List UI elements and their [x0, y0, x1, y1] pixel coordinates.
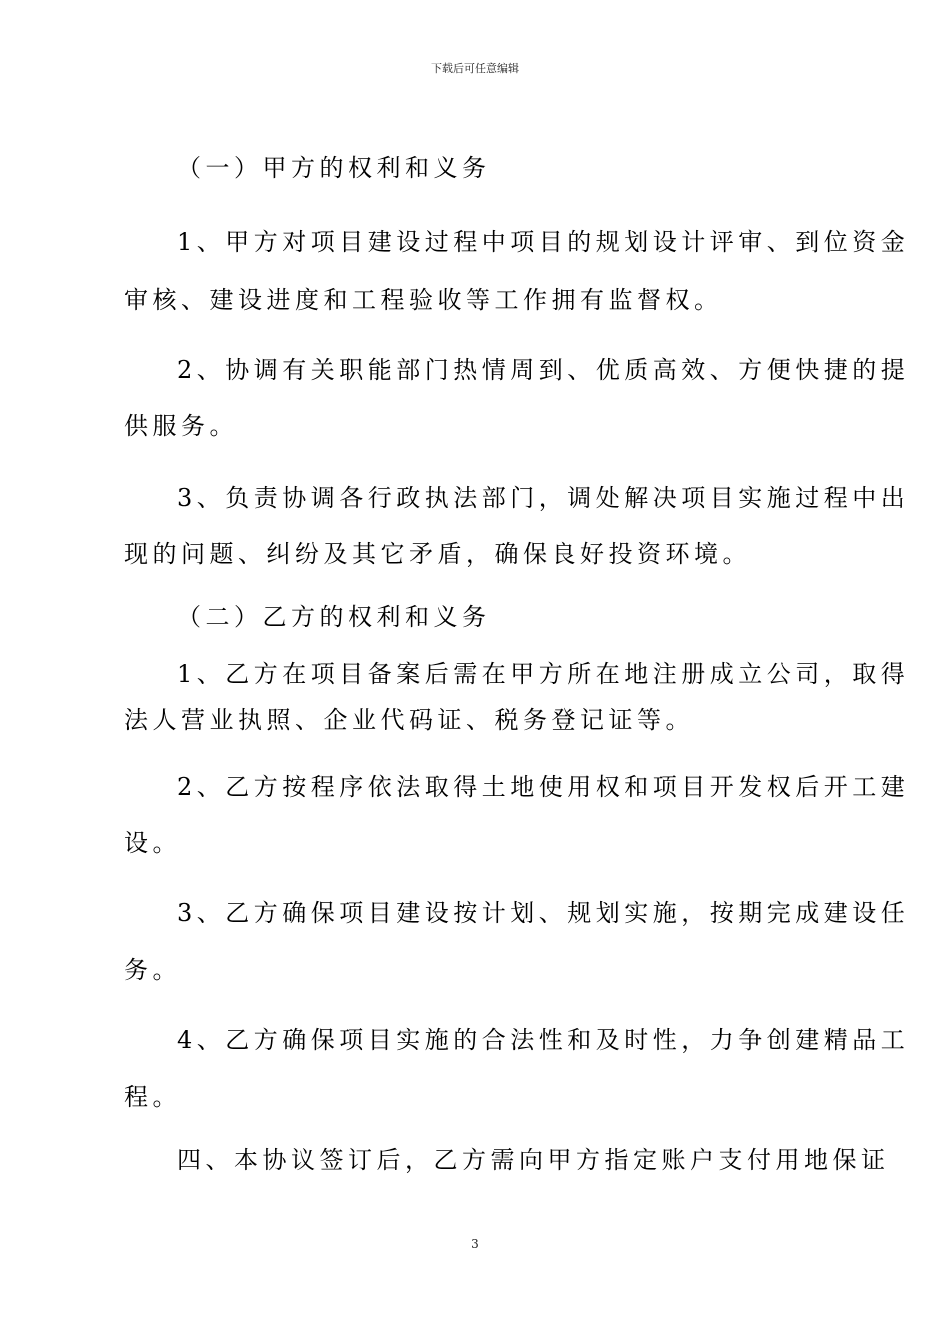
clause-four: 四、本协议签订后，乙方需向甲方指定账户支付用地保证	[177, 1146, 890, 1174]
party-a-item-2-line1: 2、协调有关职能部门热情周到、优质高效、方便快捷的提	[177, 356, 910, 384]
party-b-item-3-line2: 务。	[124, 956, 181, 984]
party-a-item-3-line2: 现的问题、纠纷及其它矛盾，确保良好投资环境。	[124, 540, 751, 568]
page-number: 3	[471, 1237, 479, 1251]
party-a-item-1-line1: 1、甲方对项目建设过程中项目的规划设计评审、到位资金	[177, 228, 910, 256]
party-b-item-1-line1: 1、乙方在项目备案后需在甲方所在地注册成立公司，取得	[177, 660, 910, 688]
party-b-item-4-line1: 4、乙方确保项目实施的合法性和及时性，力争创建精品工	[177, 1026, 910, 1054]
party-a-item-1-line2: 审核、建设进度和工程验收等工作拥有监督权。	[124, 286, 723, 314]
header-note: 下载后可任意编辑	[431, 62, 519, 75]
party-b-item-3-line1: 3、乙方确保项目建设按计划、规划实施，按期完成建设任	[177, 899, 910, 927]
party-b-item-4-line2: 程。	[124, 1083, 181, 1111]
party-b-heading: （二）乙方的权利和义务	[177, 603, 491, 631]
party-b-item-2-line1: 2、乙方按程序依法取得土地使用权和项目开发权后开工建	[177, 773, 910, 801]
party-a-item-2-line2: 供服务。	[124, 412, 238, 440]
party-b-item-1-line2: 法人营业执照、企业代码证、税务登记证等。	[124, 706, 694, 734]
party-a-item-3-line1: 3、负责协调各行政执法部门，调处解决项目实施过程中出	[177, 484, 910, 512]
party-b-item-2-line2: 设。	[124, 829, 181, 857]
party-a-heading: （一）甲方的权利和义务	[177, 154, 491, 182]
